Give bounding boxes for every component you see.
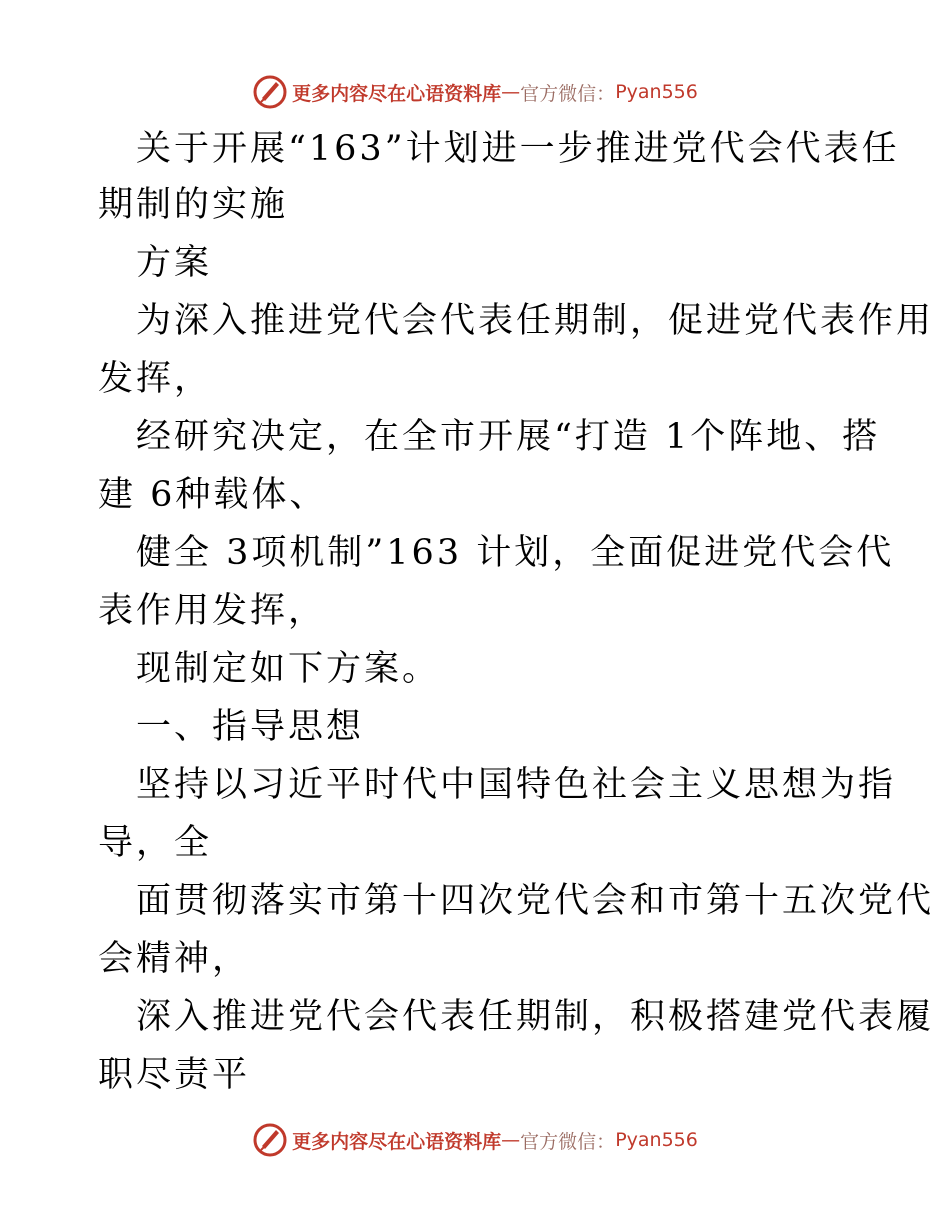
watermark-dash: — xyxy=(501,1129,521,1151)
quill-pen-logo-icon xyxy=(252,1122,288,1158)
watermark-wechat-id: Pyan556 xyxy=(615,1129,698,1151)
watermark-brand-text: 更多内容尽在心语资料库 xyxy=(292,82,502,105)
doc-line-paragraph: 建 6种载体、 xyxy=(98,475,328,515)
doc-line-paragraph: 健全 3项机制”163 计划，全面促进党代会代 xyxy=(136,533,895,573)
watermark-wechat-id: Pyan556 xyxy=(615,81,698,103)
doc-line-title-2: 期制的实施 xyxy=(98,185,289,225)
doc-line-paragraph: 表作用发挥， xyxy=(98,591,327,631)
header-watermark xyxy=(0,72,950,112)
doc-line-paragraph: 发挥， xyxy=(98,359,213,399)
watermark-wechat-label: 官方微信： xyxy=(520,1130,616,1153)
quill-pen-logo-icon xyxy=(252,74,288,110)
doc-line-paragraph: 面贯彻落实市第十四次党代会和市第十五次党代 xyxy=(136,881,935,921)
doc-line-paragraph: 为深入推进党代会代表任期制，促进党代表作用 xyxy=(136,301,935,341)
doc-line-paragraph: 导，全 xyxy=(98,823,213,863)
doc-line-paragraph: 深入推进党代会代表任期制，积极搭建党代表履 xyxy=(136,997,935,1037)
watermark-wechat-label: 官方微信： xyxy=(520,82,616,105)
doc-line-paragraph: 会精神， xyxy=(98,939,251,979)
doc-line-title-1: 关于开展“163”计划进一步推进党代会代表任 xyxy=(136,129,900,169)
watermark-dash: — xyxy=(501,81,521,103)
doc-line-title-3: 方案 xyxy=(136,243,213,283)
doc-line-paragraph: 经研究决定，在全市开展“打造 1个阵地、搭 xyxy=(136,417,881,457)
doc-line-paragraph: 坚持以习近平时代中国特色社会主义思想为指 xyxy=(136,765,897,805)
footer-watermark xyxy=(0,1120,950,1160)
watermark-brand-text: 更多内容尽在心语资料库 xyxy=(292,1130,502,1153)
doc-line-section-heading: 一、指导思想 xyxy=(136,707,365,747)
doc-line-paragraph: 职尽责平 xyxy=(98,1055,251,1095)
doc-line-paragraph: 现制定如下方案。 xyxy=(136,649,441,689)
